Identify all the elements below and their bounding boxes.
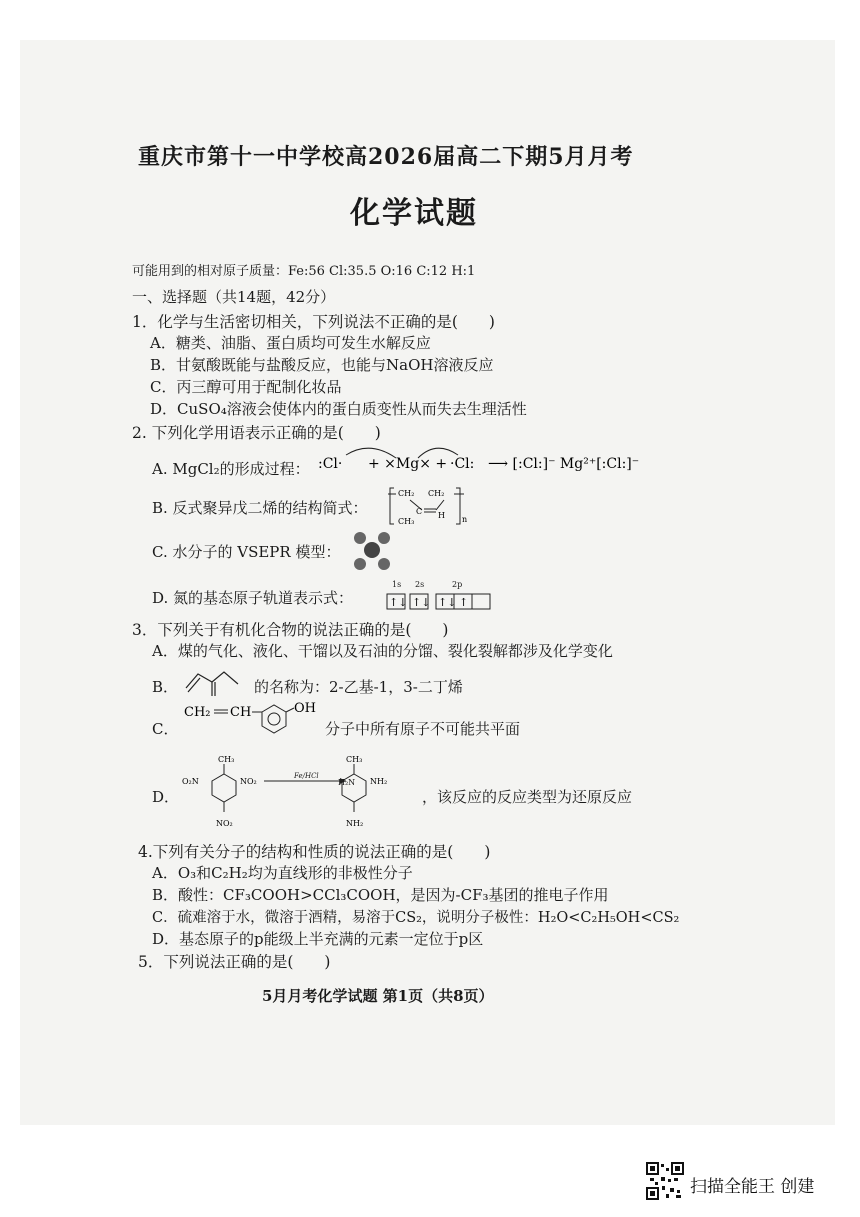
svg-text:·Cl:: ·Cl: (450, 456, 475, 472)
question-2-option-b: B. 反式聚异戊二烯的结构简式： (152, 499, 368, 517)
svg-text:OH: OH (294, 701, 316, 716)
svg-text:CH₂: CH₂ (428, 489, 445, 498)
svg-text:NH₂: NH₂ (346, 819, 364, 828)
svg-text:CH₃: CH₃ (218, 755, 235, 764)
question-1-option-c: C．丙三醇可用于配制化妆品 (150, 378, 342, 396)
diene-skeletal-structure (184, 664, 254, 698)
question-2-option-a: A. MgCl₂的形成过程： (152, 460, 310, 478)
section-heading: 一、选择题（共14题，42分） (132, 288, 336, 306)
school-heading: 重庆市第十一中学校高2026届高二下期5月月考 (138, 144, 634, 170)
question-4-option-b: B．酸性：CF₃COOH>CCl₃COOH，是因为-CF₃基团的推电子作用 (152, 886, 609, 904)
svg-text:n: n (462, 515, 468, 524)
question-3-option-c: C． (152, 720, 179, 738)
question-4-option-a: A．O₃和C₂H₂均为直线形的非极性分子 (152, 864, 413, 882)
svg-text:NO₂: NO₂ (240, 777, 257, 786)
trans-polyisoprene-structure (388, 484, 478, 528)
svg-text:NH₂: NH₂ (370, 777, 388, 786)
svg-text:CH: CH (230, 705, 252, 720)
svg-text:↑↓: ↑↓ (438, 596, 457, 609)
page-title: 化学试题 (350, 196, 478, 231)
svg-text:C: C (416, 507, 423, 516)
question-3-option-d-text: ，该反应的反应类型为还原反应 (422, 788, 633, 806)
svg-text:CH₃: CH₃ (398, 517, 415, 526)
orbital-label-2p: 2p (452, 580, 463, 589)
svg-text:+ ×Mg× +: + ×Mg× + (368, 456, 448, 472)
question-1-option-d: D．CuSO₄溶液会使体内的蛋白质变性从而失去生理活性 (150, 400, 527, 418)
svg-text::Cl·: :Cl· (318, 456, 343, 472)
nitro-reduction-reaction (178, 754, 414, 832)
nitrogen-orbital-diagram (386, 592, 492, 612)
svg-text:⟶ [:Cl:]⁻ Mg²⁺[:Cl:]⁻: ⟶ [:Cl:]⁻ Mg²⁺[:Cl:]⁻ (488, 456, 640, 472)
question-3-option-d: D． (152, 788, 180, 806)
reaction-reagent: Fe/HCl (294, 772, 319, 780)
svg-text:↑: ↑ (459, 596, 469, 609)
question-2-stem: 2. 下列化学用语表示正确的是( ) (132, 424, 381, 442)
question-1-option-b: B．甘氨酸既能与盐酸反应，也能与NaOH溶液反应 (150, 356, 494, 374)
page-footer: 5月月考化学试题 第1页（共8页） (262, 987, 494, 1005)
question-3-stem: 3．下列关于有机化合物的说法正确的是( ) (132, 621, 449, 639)
svg-text:NO₂: NO₂ (216, 819, 233, 828)
question-2-option-d: D. 氮的基态原子轨道表示式： (152, 589, 354, 607)
question-3-option-b: B． (152, 678, 179, 696)
vinylphenol-structure (182, 700, 322, 744)
svg-text:CH₂: CH₂ (184, 705, 211, 720)
svg-text:O₂N: O₂N (182, 777, 199, 786)
scanner-brand: 扫描全能王 创建 (690, 1177, 815, 1197)
qr-code-icon (646, 1162, 684, 1200)
question-4-option-d: D．基态原子的p能级上半充满的元素一定位于p区 (152, 930, 484, 948)
question-5-stem: 5．下列说法正确的是( ) (138, 953, 331, 971)
mgcl2-formation-diagram (318, 440, 658, 480)
svg-text:↑↓: ↑↓ (389, 596, 408, 609)
svg-text:CH₃: CH₃ (346, 755, 363, 764)
h2n-label: H₂N (338, 778, 356, 787)
water-vsepr-model (350, 528, 400, 576)
question-3-option-c-text: 分子中所有原子不可能共平面 (325, 720, 521, 738)
question-4-stem: 4.下列有关分子的结构和性质的说法正确的是( ) (138, 843, 491, 861)
svg-text:↑↓: ↑↓ (412, 596, 431, 609)
orbital-label-2s: 2s (415, 580, 425, 589)
question-2-option-c: C. 水分子的 VSEPR 模型： (152, 543, 341, 561)
atomic-masses: 可能用到的相对原子质量：Fe:56 Cl:35.5 O:16 C:12 H:1 (132, 264, 476, 279)
question-3-option-b-text: 的名称为：2-乙基-1，3-二丁烯 (254, 678, 463, 696)
question-4-option-c: C．硫难溶于水，微溶于酒精，易溶于CS₂，说明分子极性：H₂O<C₂H₅OH<CS₂ (152, 910, 680, 926)
question-1-stem: 1．化学与生活密切相关，下列说法不正确的是( ) (132, 313, 495, 331)
svg-text:H: H (438, 511, 445, 520)
svg-text:CH₂: CH₂ (398, 489, 415, 498)
orbital-label-1s: 1s (392, 580, 402, 589)
question-3-option-a: A．煤的气化、液化、干馏以及石油的分馏、裂化裂解都涉及化学变化 (152, 642, 613, 660)
question-1-option-a: A．糖类、油脂、蛋白质均可发生水解反应 (150, 334, 431, 352)
